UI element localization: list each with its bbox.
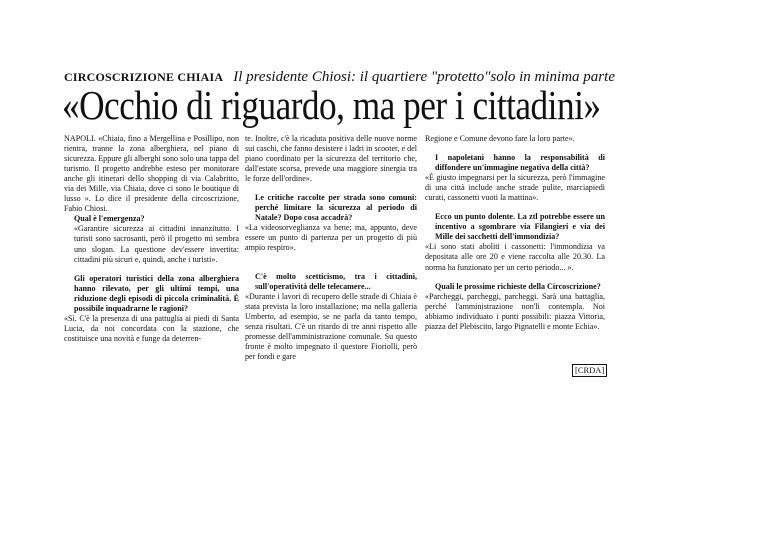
interview-question: Qual è l'emergenza?	[74, 214, 145, 224]
answer-paragraph: «Li sono stati aboliti i cassonetti: l'immondizia va depositata alle ore 20 e viene raccolta alle 20.30. La norma ha funzionato per un certo periodo... ».	[425, 242, 605, 272]
answer-paragraph: Regione e Comune devono fare la loro parte».	[425, 134, 575, 143]
answer-paragraph: «È giusto impegnarsi per la sicurezza, però l'immagine di una città include anche strade pulite, marciapiedi curati, cassonetti vuoti la mattina».	[425, 173, 605, 203]
interview-question: Le critiche raccolte per strada sono comuni: perché limitare la sicurezza al periodo di Natale? Dopo cosa accadrà?	[255, 193, 417, 223]
article-column-3	[425, 134, 605, 332]
paragraph-spacer	[425, 144, 605, 153]
subtitle: Il presidente Chiosi: il quartiere "protetto"solo in minima parte	[233, 69, 615, 85]
paragraph-spacer	[245, 184, 417, 193]
interview-question: C'è molto scetticismo, tra i cittadini, sull'operatività delle telecamere...	[255, 271, 417, 291]
interview-question: Gli operatori turistici della zona alberghiera hanno rilevato, per gli ultimi tempi, una riduzione degli episodi di piccola criminalità. È possibile inquadrarne le ragioni?	[74, 273, 239, 313]
interview-question: Ecco un punto dolente. La ztl potrebbe essere un incentivo a sgombrare via Filangieri e via dei Mille dei sacchetti dell'immondizia?	[435, 212, 605, 242]
paragraph-spacer	[425, 273, 605, 282]
author-signature: [CRDA]	[572, 364, 607, 377]
answer-paragraph: NAPOLI. «Chiaia, fino a Mergellina e Posillipo, non rientra, tranne la zona alberghiera, nel piano di sicurezza. Eppure gli alberghi sono solo una tappa del turismo. Il progetto andrebbe esteso per monitorare anche gli itinerari dello shopping di via Calabritto, via dei Mille, via Chiaia, dove ci sono le boutique di lusso ». Lo dice il presidente della circoscrizione, Fabio Chiosi.	[64, 134, 239, 214]
article-column-2	[245, 134, 417, 362]
headline: «Occhio di riguardo, ma per i cittadini»	[62, 82, 601, 128]
answer-paragraph: «La videosorveglianza va bene; ma, appunto, deve essere un punto di partenza per un progetto di più ampio respiro».	[245, 223, 417, 253]
interview-question: I napoletani hanno la responsabilità di diffondere un'immagine negativa della città?	[435, 153, 605, 173]
answer-paragraph: «Sì. C'è la presenza di una pattuglia ai piedi di Santa Lucia, da noi concordata con la stazione, che costituisce una novità e funge da deterren-	[64, 313, 239, 343]
answer-paragraph: «Durante i lavori di recupero delle strade di Chiaia è stata prevista la loro installazione; ma nella galleria Umberto, ad esempio, se ne parla da tanto tempo, senza risultati. C'è un ritardo di tre anni rispetto alle promesse dell'amministrazione comunale. Su questo fronte è molto impegnato il questore Fioriolli, però per fondi e gare	[245, 291, 417, 361]
answer-paragraph: te. Inoltre, c'è la ricaduta positiva delle nuove norme sui caschi, che fanno desistere i ladri in scooter, e del piano coordinato per la sicurezza del territorio che, dall'estate scorsa, prevede una maggiore sinergia tra le forze dell'ordine».	[245, 134, 417, 184]
section-label: CIRCOSCRIZIONE CHIAIA	[64, 70, 224, 84]
article-column-1	[64, 134, 239, 344]
paragraph-spacer	[245, 254, 417, 272]
answer-paragraph: «Parcheggi, parcheggi, parcheggi. Sarà una battaglia, perché l'amministrazione non'li contempla. Noi abbiamo individuato i punti possibili: piazza Vittoria, piazza del Plebiscito, largo Pignatelli e monte Echia».	[425, 291, 605, 331]
paragraph-spacer	[425, 203, 605, 212]
paragraph-spacer	[64, 265, 239, 274]
answer-paragraph: «Garantire sicurezza ai cittadini innanzitutto. I turisti sono sacrosanti, però il progetto mi sembra uno slogan. La questione dev'essere invertita: cittadini più sicuri e, quindi, anche i turisti».	[74, 224, 239, 264]
interview-question: Quali le prossime richieste della Circoscrizione?	[435, 281, 601, 291]
